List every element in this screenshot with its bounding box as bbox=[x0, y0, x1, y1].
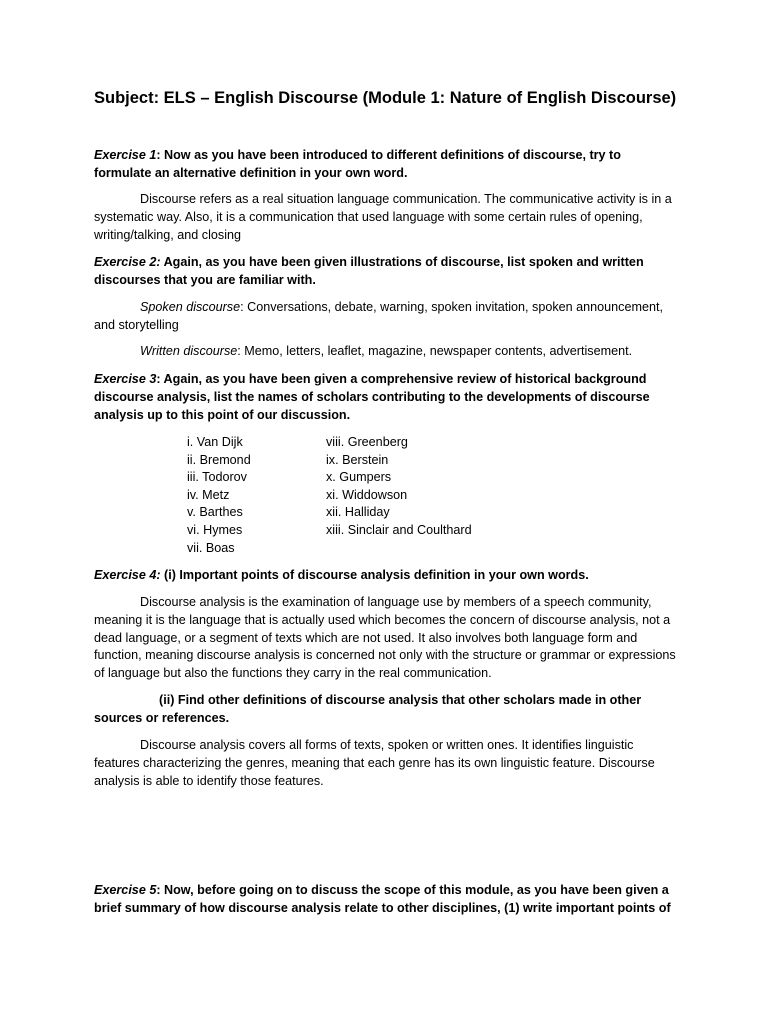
list-item: iii. Todorov bbox=[187, 470, 247, 485]
exercise-5-label: Exercise 5 bbox=[94, 883, 157, 897]
exercise-3-label: Exercise 3 bbox=[94, 372, 157, 386]
list-item: xiii. Sinclair and Coulthard bbox=[326, 522, 472, 537]
written-discourse-label: Written discourse bbox=[140, 344, 238, 358]
list-item: ii. Bremond bbox=[187, 452, 251, 467]
exercise-4-question bbox=[94, 567, 676, 585]
exercise-1-question bbox=[94, 147, 676, 183]
exercise-3-question bbox=[94, 371, 676, 424]
scholars-list-column-1 bbox=[187, 434, 251, 557]
exercise-2-label: Exercise 2: bbox=[94, 255, 161, 269]
list-item: viii. Greenberg bbox=[326, 435, 408, 449]
exercise-2-question bbox=[94, 254, 676, 290]
exercise-4-answer-ii: Discourse analysis covers all forms of texts, spoken or written ones. It identifies linguistic features characterizing the genres, meaning that each genre has its own linguistic feature. Discourse analysis is able to identify those features. bbox=[94, 738, 655, 788]
exercise-4-label: Exercise 4: bbox=[94, 568, 161, 582]
page-title: Subject: ELS – English Discourse (Module 1: Nature of English Discourse) bbox=[94, 89, 677, 107]
list-item: i. Van Dijk bbox=[187, 435, 243, 449]
exercise-1-question-text: : Now as you have been introduced to different definitions of discourse, try to formulate an alternative definition in your own word. bbox=[94, 148, 621, 180]
exercise-4-answer-i: Discourse analysis is the examination of language use by members of a speech community, meaning it is the language that is actually used which becomes the concern of discourse analysis, not a dead language, or a segment of texts which are not used. It also involves both language form and function, meaning discourse analysis is concerned not only with the structure or grammar or expressions of language but also the functions they carry in the real communication. bbox=[94, 595, 676, 681]
exercise-2-question-text: Again, as you have been given illustrations of discourse, list spoken and written discourses that you are familiar with. bbox=[94, 255, 644, 287]
scholars-list-column-2 bbox=[326, 434, 472, 540]
spoken-discourse-answer bbox=[94, 299, 676, 335]
list-item: xi. Widdowson bbox=[326, 487, 408, 502]
exercise-5-question-text: : Now, before going on to discuss the scope of this module, as you have been given a brief summary of how discourse analysis relate to other disciplines, (1) write important points of bbox=[94, 883, 671, 915]
exercise-4-question-ii: (ii) Find other definitions of discourse analysis that other scholars made in other sources or references. bbox=[94, 693, 642, 725]
exercise-5-question bbox=[94, 882, 676, 918]
exercise-4-question-text: (i) Important points of discourse analysis definition in your own words. bbox=[160, 568, 589, 582]
exercise-1-label: Exercise 1 bbox=[94, 148, 157, 162]
exercise-3-question-text: : Again, as you have been given a comprehensive review of historical background discourse analysis, list the names of scholars contributing to the developments of discourse analysis up to this point of our discussion. bbox=[94, 372, 650, 422]
list-item: ix. Berstein bbox=[326, 452, 389, 467]
list-item: v. Barthes bbox=[187, 505, 243, 520]
written-discourse-text: : Memo, letters, leaflet, magazine, newspaper contents, advertisement. bbox=[237, 344, 633, 358]
list-item: vii. Boas bbox=[187, 540, 235, 555]
spoken-discourse-label: Spoken discourse bbox=[140, 300, 241, 314]
spoken-discourse-text: : Conversations, debate, warning, spoken invitation, spoken announcement, and storytelling bbox=[94, 300, 663, 332]
list-item: xii. Halliday bbox=[326, 505, 390, 520]
list-item: vi. Hymes bbox=[187, 522, 243, 537]
list-item: iv. Metz bbox=[187, 487, 230, 502]
list-item: x. Gumpers bbox=[326, 470, 392, 485]
written-discourse-answer bbox=[94, 343, 676, 361]
exercise-1-answer: Discourse refers as a real situation language communication. The communicative activity is in a systematic way. Also, it is a communication that used language with some certain rules of opening, writing/talking, and closing bbox=[94, 192, 672, 242]
